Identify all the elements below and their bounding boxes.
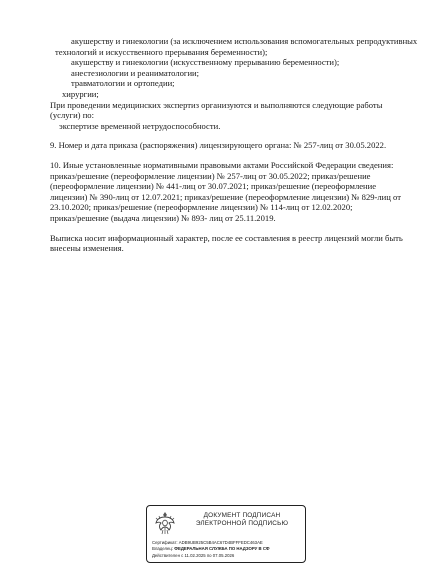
validity-row: Действителен с 11.02.2025 по 07.05.2026 [152, 552, 235, 558]
list-line: акушерству и гинекологии (за исключением использования вспомогательных репродуктивных [71, 36, 418, 46]
list-line: акушерству и гинекологии (искусственному прерыванию беременности); [71, 57, 340, 68]
stamp-title [183, 512, 301, 528]
owner-label: Владелец: [152, 546, 174, 552]
item-10-line: 23.10.2020; приказ/решение (переоформление лицензии) № 114-лиц от 12.02.2020; [50, 202, 353, 213]
item-9: 9. Номер и дата приказа (распоряжения) лицензирующего органа: № 257-лиц от 30.05.2022. [50, 140, 387, 151]
item-10-line: 10. Иные установленные нормативными правовыми актами Российской Федерации сведения: [50, 159, 394, 170]
document-body [50, 36, 418, 254]
owner-value: ФЕДЕРАЛЬНАЯ СЛУЖБА ПО НАДЗОРУ В СФ [174, 546, 270, 552]
item-10-line: приказ/решение (переоформление лицензии) № 257-лиц от 30.05.2022; приказ/решение [50, 170, 371, 181]
stamp-details [152, 540, 303, 559]
list-line: хирургии; [62, 88, 99, 99]
item-10-line: приказ/решение (выдача лицензии) № 893- лиц от 25.11.2019. [50, 212, 276, 223]
item-10-line: (переоформление лицензии) № 441-лиц от 30.07.2021; приказ/решение (переоформление [50, 181, 377, 192]
item-10-line: лицензии) № 390-лиц от 12.07.2021; приказ/решение (переоформление лицензии) № 829-лиц от [50, 191, 401, 202]
eagle-emblem-icon [154, 510, 176, 536]
expertise-item: экспертизе временной нетрудоспособности. [59, 120, 221, 131]
stamp-title-line: ЭЛЕКТРОННОЙ ПОДПИСЬЮ [195, 520, 289, 527]
certificate-value: АDB9UB925C5B4AC67D4BFFFEDC463AE [178, 540, 263, 545]
expertise-heading: При проведении медицинских экспертиз организуются и выполняются следующие работы [50, 99, 383, 110]
certificate-label: Сертификат: [152, 540, 178, 545]
list-line: анестезиологии и реаниматологии; [71, 67, 200, 78]
note-line: Выписка носит информационный характер, после ее составления в реестр лицензий могли быть [50, 232, 403, 243]
electronic-signature-stamp [146, 505, 306, 563]
note-line: внесены изменения. [50, 243, 124, 254]
stamp-title-line: ДОКУМЕНТ ПОДПИСАН [203, 512, 281, 519]
list-line: травматологии и ортопедии; [71, 78, 175, 89]
expertise-heading: (услуги) по: [50, 110, 94, 121]
list-line: технологий и искусственного прерывания беременности); [55, 46, 268, 57]
